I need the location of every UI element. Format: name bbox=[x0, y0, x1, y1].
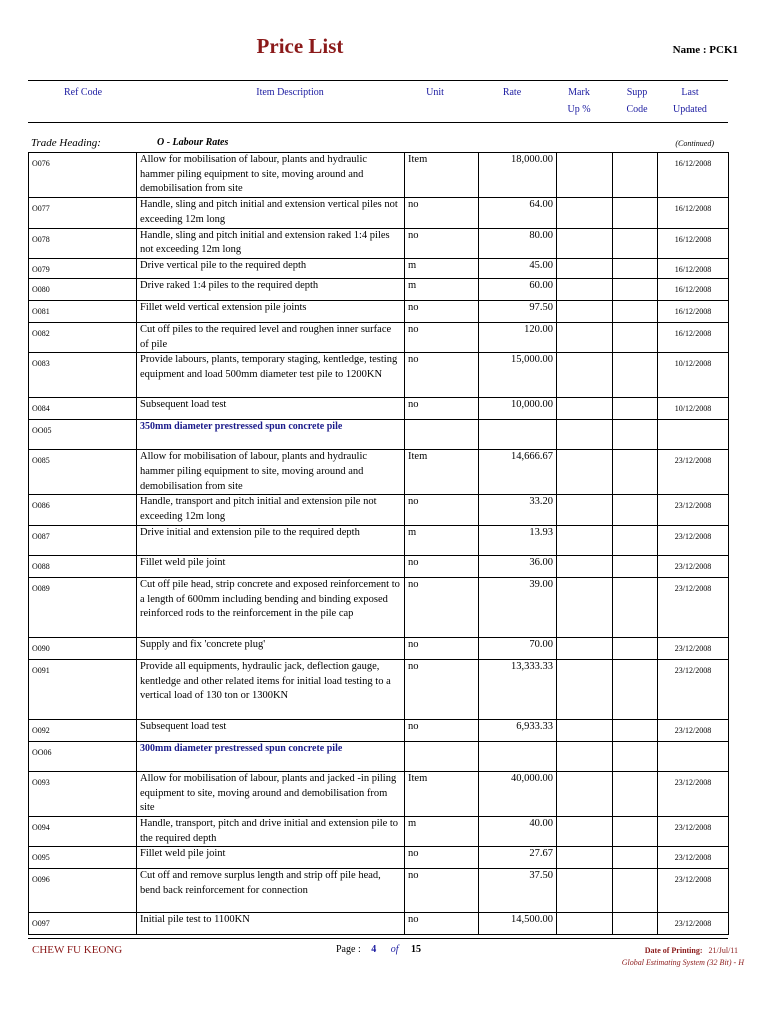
rate-cell: 40.00 bbox=[479, 816, 557, 846]
last-updated-cell: 23/12/2008 bbox=[658, 847, 729, 869]
trade-heading-value: O - Labour Rates bbox=[157, 137, 229, 148]
table-row bbox=[29, 816, 729, 846]
last-updated-cell: 10/12/2008 bbox=[658, 398, 729, 420]
table-row bbox=[29, 258, 729, 278]
supp-code-cell bbox=[613, 719, 658, 741]
ref-code-cell: O097 bbox=[29, 913, 137, 935]
page-title: Price List bbox=[256, 34, 344, 58]
description-cell: Drive vertical pile to the required depth bbox=[137, 258, 405, 278]
rate-cell: 15,000.00 bbox=[479, 353, 557, 398]
rate-cell bbox=[479, 420, 557, 450]
mark-up-cell bbox=[557, 420, 613, 450]
unit-cell: no bbox=[405, 198, 479, 228]
last-updated-cell: 16/12/2008 bbox=[658, 198, 729, 228]
description-cell: Allow for mobilisation of labour, plants and hydraulic hammer piling equipment to site, moving around and demobilisation from site bbox=[137, 153, 405, 198]
price-list-name: Name : PCK1 bbox=[672, 44, 738, 56]
last-updated-cell: 23/12/2008 bbox=[658, 771, 729, 816]
unit-cell: Item bbox=[405, 450, 479, 495]
rate-cell bbox=[479, 741, 557, 771]
description-cell: Fillet weld pile joint bbox=[137, 847, 405, 869]
mark-up-cell bbox=[557, 741, 613, 771]
table-row bbox=[29, 300, 729, 322]
table-row bbox=[29, 555, 729, 577]
unit-cell: m bbox=[405, 258, 479, 278]
ref-code-cell: O086 bbox=[29, 495, 137, 525]
rate-cell: 45.00 bbox=[479, 258, 557, 278]
ref-code-cell: O087 bbox=[29, 525, 137, 555]
description-cell: Fillet weld pile joint bbox=[137, 555, 405, 577]
mark-up-cell bbox=[557, 816, 613, 846]
last-updated-cell: 16/12/2008 bbox=[658, 228, 729, 258]
ref-code-cell: O078 bbox=[29, 228, 137, 258]
supp-code-cell bbox=[613, 322, 658, 352]
rate-cell: 10,000.00 bbox=[479, 398, 557, 420]
last-updated-cell: 16/12/2008 bbox=[658, 322, 729, 352]
description-cell: Drive raked 1:4 piles to the required depth bbox=[137, 278, 405, 300]
rate-cell: 14,500.00 bbox=[479, 913, 557, 935]
header-top-rule bbox=[28, 80, 728, 81]
page-label: Page : bbox=[336, 944, 361, 955]
company-name: CHEW FU KEONG bbox=[32, 944, 123, 956]
printing-date-label: Date of Printing: bbox=[644, 946, 703, 955]
supp-code-cell bbox=[613, 353, 658, 398]
supp-code-cell bbox=[613, 771, 658, 816]
col-last-updated bbox=[664, 84, 716, 118]
ref-code-cell: O093 bbox=[29, 771, 137, 816]
supp-code-cell bbox=[613, 258, 658, 278]
last-updated-cell: 16/12/2008 bbox=[658, 278, 729, 300]
ref-code-cell: O094 bbox=[29, 816, 137, 846]
table-row bbox=[29, 495, 729, 525]
supp-code-cell bbox=[613, 816, 658, 846]
mark-up-cell bbox=[557, 398, 613, 420]
table-row bbox=[29, 353, 729, 398]
price-table-body bbox=[29, 153, 729, 935]
last-updated-cell: 23/12/2008 bbox=[658, 719, 729, 741]
rate-cell: 14,666.67 bbox=[479, 450, 557, 495]
supp-code-cell bbox=[613, 495, 658, 525]
col-supp-code bbox=[612, 84, 662, 118]
table-row bbox=[29, 719, 729, 741]
table-row bbox=[29, 577, 729, 637]
rate-cell: 64.00 bbox=[479, 198, 557, 228]
rate-cell: 13,333.33 bbox=[479, 659, 557, 719]
description-cell: Drive initial and extension pile to the required depth bbox=[137, 525, 405, 555]
last-updated-cell: 23/12/2008 bbox=[658, 659, 729, 719]
col-last-updated-line1: Last bbox=[681, 87, 699, 98]
page-indicator bbox=[336, 944, 421, 955]
supp-code-cell bbox=[613, 555, 658, 577]
last-updated-cell: 23/12/2008 bbox=[658, 555, 729, 577]
rate-cell: 18,000.00 bbox=[479, 153, 557, 198]
unit-cell: no bbox=[405, 353, 479, 398]
table-row bbox=[29, 869, 729, 913]
supp-code-cell bbox=[613, 847, 658, 869]
table-row bbox=[29, 322, 729, 352]
col-ref-code: Ref Code bbox=[63, 87, 103, 98]
description-cell: Handle, transport and pitch initial and extension pile not exceeding 12m long bbox=[137, 495, 405, 525]
description-cell: 350mm diameter prestressed spun concrete pile bbox=[137, 420, 405, 450]
rate-cell: 70.00 bbox=[479, 637, 557, 659]
last-updated-cell: 23/12/2008 bbox=[658, 577, 729, 637]
unit-cell: no bbox=[405, 719, 479, 741]
supp-code-cell bbox=[613, 659, 658, 719]
table-row bbox=[29, 198, 729, 228]
description-cell: Cut off pile head, strip concrete and exposed reinforcement to a length of 600mm including bending and binding exposed reinforced rods to the reinforcement in the pile cap bbox=[137, 577, 405, 637]
col-mark-up bbox=[554, 84, 604, 118]
table-row bbox=[29, 525, 729, 555]
last-updated-cell: 23/12/2008 bbox=[658, 450, 729, 495]
table-row bbox=[29, 659, 729, 719]
mark-up-cell bbox=[557, 913, 613, 935]
table-row bbox=[29, 637, 729, 659]
ref-code-cell: O095 bbox=[29, 847, 137, 869]
unit-cell: m bbox=[405, 525, 479, 555]
supp-code-cell bbox=[613, 869, 658, 913]
mark-up-cell bbox=[557, 300, 613, 322]
ref-code-cell: O084 bbox=[29, 398, 137, 420]
mark-up-cell bbox=[557, 353, 613, 398]
ref-code-cell: O081 bbox=[29, 300, 137, 322]
last-updated-cell: 23/12/2008 bbox=[658, 525, 729, 555]
col-rate: Rate bbox=[502, 87, 522, 98]
unit-cell: m bbox=[405, 278, 479, 300]
ref-code-cell: O090 bbox=[29, 637, 137, 659]
supp-code-cell bbox=[613, 741, 658, 771]
rate-cell: 97.50 bbox=[479, 300, 557, 322]
supp-code-cell bbox=[613, 577, 658, 637]
ref-code-cell: O077 bbox=[29, 198, 137, 228]
description-cell: Supply and fix 'concrete plug' bbox=[137, 637, 405, 659]
unit-cell: no bbox=[405, 913, 479, 935]
system-name: Global Estimating System (32 Bit) - H bbox=[621, 958, 744, 967]
supp-code-cell bbox=[613, 637, 658, 659]
mark-up-cell bbox=[557, 869, 613, 913]
table-row bbox=[29, 153, 729, 198]
col-mark-up-line1: Mark bbox=[568, 87, 590, 98]
description-cell: Cut off and remove surplus length and strip off pile head, bend back reinforcement for connection bbox=[137, 869, 405, 913]
description-cell: Subsequent load test bbox=[137, 719, 405, 741]
unit-cell bbox=[405, 741, 479, 771]
supp-code-cell bbox=[613, 278, 658, 300]
unit-cell: Item bbox=[405, 771, 479, 816]
description-cell: Cut off piles to the required level and roughen inner surface of pile bbox=[137, 322, 405, 352]
supp-code-cell bbox=[613, 153, 658, 198]
unit-cell: Item bbox=[405, 153, 479, 198]
mark-up-cell bbox=[557, 555, 613, 577]
printing-date bbox=[645, 946, 738, 955]
continued-note: (Continued) bbox=[675, 139, 714, 148]
table-row bbox=[29, 847, 729, 869]
table-row bbox=[29, 450, 729, 495]
supp-code-cell bbox=[613, 420, 658, 450]
last-updated-cell: 23/12/2008 bbox=[658, 913, 729, 935]
page-total: 15 bbox=[411, 944, 421, 955]
description-cell: Allow for mobilisation of labour, plants and hydraulic hammer piling equipment to site, moving around and demobilisation from site bbox=[137, 450, 405, 495]
rate-cell: 39.00 bbox=[479, 577, 557, 637]
mark-up-cell bbox=[557, 637, 613, 659]
unit-cell: no bbox=[405, 300, 479, 322]
ref-code-cell: O091 bbox=[29, 659, 137, 719]
col-unit: Unit bbox=[426, 87, 444, 98]
section-row bbox=[29, 741, 729, 771]
supp-code-cell bbox=[613, 525, 658, 555]
rate-cell: 120.00 bbox=[479, 322, 557, 352]
last-updated-cell: 23/12/2008 bbox=[658, 816, 729, 846]
mark-up-cell bbox=[557, 577, 613, 637]
unit-cell: no bbox=[405, 637, 479, 659]
rate-cell: 37.50 bbox=[479, 869, 557, 913]
unit-cell: no bbox=[405, 577, 479, 637]
description-cell: Subsequent load test bbox=[137, 398, 405, 420]
unit-cell: no bbox=[405, 398, 479, 420]
ref-code-cell: O088 bbox=[29, 555, 137, 577]
ref-code-cell: O079 bbox=[29, 258, 137, 278]
ref-code-cell: O096 bbox=[29, 869, 137, 913]
unit-cell: no bbox=[405, 869, 479, 913]
col-supp-code-line2: Code bbox=[626, 104, 648, 115]
rate-cell: 33.20 bbox=[479, 495, 557, 525]
mark-up-cell bbox=[557, 659, 613, 719]
rate-cell: 36.00 bbox=[479, 555, 557, 577]
last-updated-cell: 16/12/2008 bbox=[658, 258, 729, 278]
description-cell: Initial pile test to 1100KN bbox=[137, 913, 405, 935]
unit-cell: no bbox=[405, 659, 479, 719]
last-updated-cell bbox=[658, 420, 729, 450]
table-row bbox=[29, 398, 729, 420]
mark-up-cell bbox=[557, 278, 613, 300]
mark-up-cell bbox=[557, 450, 613, 495]
table-row bbox=[29, 913, 729, 935]
description-cell: Fillet weld vertical extension pile joints bbox=[137, 300, 405, 322]
mark-up-cell bbox=[557, 847, 613, 869]
rate-cell: 60.00 bbox=[479, 278, 557, 300]
price-table bbox=[28, 152, 729, 935]
col-item-description: Item Description bbox=[256, 87, 324, 98]
last-updated-cell: 16/12/2008 bbox=[658, 153, 729, 198]
table-row bbox=[29, 771, 729, 816]
col-mark-up-line2: Up % bbox=[567, 104, 591, 115]
supp-code-cell bbox=[613, 913, 658, 935]
mark-up-cell bbox=[557, 258, 613, 278]
supp-code-cell bbox=[613, 450, 658, 495]
description-cell: Provide labours, plants, temporary staging, kentledge, testing equipment and load 500mm diameter test pile to 1200KN bbox=[137, 353, 405, 398]
printing-date-value: 21/Jul/11 bbox=[708, 946, 738, 955]
supp-code-cell bbox=[613, 398, 658, 420]
supp-code-cell bbox=[613, 300, 658, 322]
footer-rule bbox=[28, 938, 728, 939]
section-row bbox=[29, 420, 729, 450]
last-updated-cell: 23/12/2008 bbox=[658, 869, 729, 913]
mark-up-cell bbox=[557, 198, 613, 228]
table-row bbox=[29, 278, 729, 300]
unit-cell: no bbox=[405, 847, 479, 869]
supp-code-cell bbox=[613, 198, 658, 228]
description-cell: Allow for mobilisation of labour, plants and jacked -in piling equipment to site, moving around and demobilisation from site bbox=[137, 771, 405, 816]
mark-up-cell bbox=[557, 525, 613, 555]
mark-up-cell bbox=[557, 771, 613, 816]
description-cell: 300mm diameter prestressed spun concrete pile bbox=[137, 741, 405, 771]
mark-up-cell bbox=[557, 495, 613, 525]
description-cell: Handle, transport, pitch and drive initial and extension pile to the required depth bbox=[137, 816, 405, 846]
mark-up-cell bbox=[557, 719, 613, 741]
rate-cell: 40,000.00 bbox=[479, 771, 557, 816]
rate-cell: 80.00 bbox=[479, 228, 557, 258]
col-supp-code-line1: Supp bbox=[626, 87, 648, 98]
ref-code-cell: O082 bbox=[29, 322, 137, 352]
rate-cell: 6,933.33 bbox=[479, 719, 557, 741]
unit-cell: m bbox=[405, 816, 479, 846]
page-number: 4 bbox=[371, 944, 377, 955]
last-updated-cell: 23/12/2008 bbox=[658, 495, 729, 525]
mark-up-cell bbox=[557, 322, 613, 352]
ref-code-cell: O080 bbox=[29, 278, 137, 300]
unit-cell: no bbox=[405, 228, 479, 258]
last-updated-cell: 23/12/2008 bbox=[658, 637, 729, 659]
ref-code-cell: O076 bbox=[29, 153, 137, 198]
unit-cell: no bbox=[405, 322, 479, 352]
ref-code-cell: O085 bbox=[29, 450, 137, 495]
col-last-updated-line2: Updated bbox=[673, 104, 707, 115]
last-updated-cell bbox=[658, 741, 729, 771]
mark-up-cell bbox=[557, 228, 613, 258]
ref-code-cell: O083 bbox=[29, 353, 137, 398]
supp-code-cell bbox=[613, 228, 658, 258]
ref-code-cell: OO05 bbox=[29, 420, 137, 450]
last-updated-cell: 10/12/2008 bbox=[658, 353, 729, 398]
table-row bbox=[29, 228, 729, 258]
header-bottom-rule bbox=[28, 122, 728, 123]
of-label: of bbox=[390, 944, 399, 955]
ref-code-cell: O092 bbox=[29, 719, 137, 741]
description-cell: Handle, sling and pitch initial and extension raked 1:4 piles not exceeding 12m long bbox=[137, 228, 405, 258]
last-updated-cell: 16/12/2008 bbox=[658, 300, 729, 322]
unit-cell: no bbox=[405, 495, 479, 525]
rate-cell: 13.93 bbox=[479, 525, 557, 555]
description-cell: Handle, sling and pitch initial and extension vertical piles not exceeding 12m long bbox=[137, 198, 405, 228]
rate-cell: 27.67 bbox=[479, 847, 557, 869]
mark-up-cell bbox=[557, 153, 613, 198]
unit-cell: no bbox=[405, 555, 479, 577]
description-cell: Provide all equipments, hydraulic jack, deflection gauge, kentledge and other related items for initial load testing to a vertical load of 130 ton or 1300KN bbox=[137, 659, 405, 719]
ref-code-cell: OO06 bbox=[29, 741, 137, 771]
ref-code-cell: O089 bbox=[29, 577, 137, 637]
trade-heading-label: Trade Heading: bbox=[31, 137, 101, 149]
unit-cell bbox=[405, 420, 479, 450]
